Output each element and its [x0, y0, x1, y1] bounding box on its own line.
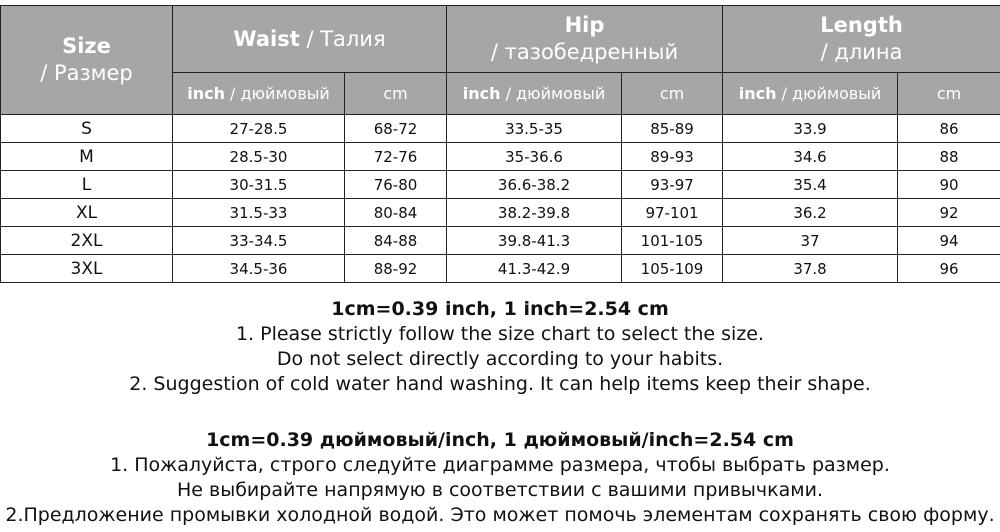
length-inch-cell: 35.4: [723, 171, 898, 199]
inch-label: inch: [187, 84, 225, 103]
hip-cm-cell: 97-101: [622, 199, 723, 227]
inch-label: inch: [738, 84, 777, 103]
length-header-en: Length: [820, 13, 903, 37]
waist-cm-cell: 80-84: [345, 199, 447, 227]
table-row: [1, 171, 1000, 199]
hip-inch-cell: 33.5-35: [447, 115, 622, 143]
hip-inch-cell: 41.3-42.9: [447, 255, 622, 283]
length-inch-cell: 37: [723, 227, 898, 255]
size-cell: M: [1, 143, 173, 171]
length-inch-cell: 33.9: [723, 115, 898, 143]
conversion-note-en: 1cm=0.39 inch, 1 inch=2.54 cm: [331, 298, 669, 320]
note-en-line-1: 1. Please strictly follow the size chart to select the size.: [235, 323, 765, 345]
hip-inch-cell: 39.8-41.3: [447, 227, 622, 255]
note-en-line-2: Do not select directly according to your habits.: [276, 348, 724, 370]
conversion-note-ru: 1cm=0.39 дюймовый/inch, 1 дюймовый/inch=2.54 cm: [206, 429, 794, 451]
size-header-ru: / Размер: [40, 61, 133, 85]
length-header-ru: / длина: [820, 40, 903, 64]
waist-inch-cell: 31.5-33: [173, 199, 345, 227]
waist-cm-cell: 72-76: [345, 143, 447, 171]
hip-cm-cell: 101-105: [622, 227, 723, 255]
waist-header: [173, 6, 447, 73]
waist-cm-subheader: cm: [345, 73, 447, 115]
hip-inch-cell: 38.2-39.8: [447, 199, 622, 227]
hip-cm-cell: 105-109: [622, 255, 723, 283]
header-row: [1, 6, 1000, 73]
length-header: [723, 6, 1000, 73]
waist-cm-cell: 88-92: [345, 255, 447, 283]
size-cell: 2XL: [1, 227, 173, 255]
note-ru-line-3: 2.Предложение промывки холодной водой. Это может помочь элементам сохранять свою форму.: [5, 504, 995, 526]
size-header-en: Size: [62, 34, 111, 58]
table-row: [1, 199, 1000, 227]
size-notes: [0, 297, 1000, 528]
note-en-line-3: 2. Suggestion of cold water hand washing. It can help items keep their shape.: [129, 373, 871, 395]
note-ru-line-1: 1. Пожалуйста, строго следуйте диаграмме размера, чтобы выбрать размер.: [110, 454, 890, 476]
waist-cm-cell: 68-72: [345, 115, 447, 143]
length-cm-cell: 96: [898, 255, 1000, 283]
size-cell: XL: [1, 199, 173, 227]
size-cell: L: [1, 171, 173, 199]
hip-inch-cell: 36.6-38.2: [447, 171, 622, 199]
length-inch-cell: 34.6: [723, 143, 898, 171]
table-row: [1, 227, 1000, 255]
waist-inch-cell: 28.5-30: [173, 143, 345, 171]
hip-cm-cell: 93-97: [622, 171, 723, 199]
hip-cm-cell: 89-93: [622, 143, 723, 171]
waist-header-ru: / Талия: [306, 26, 386, 51]
size-chart-table: [0, 5, 1000, 283]
length-cm-cell: 86: [898, 115, 1000, 143]
hip-inch-cell: 35-36.6: [447, 143, 622, 171]
notes-spacer: [0, 397, 1000, 428]
inch-label-ru: / дюймовый: [505, 84, 606, 103]
waist-header-en: Waist: [233, 26, 300, 51]
inch-label: inch: [462, 84, 501, 103]
hip-header: [447, 6, 723, 73]
waist-inch-cell: 27-28.5: [173, 115, 345, 143]
length-cm-cell: 90: [898, 171, 1000, 199]
waist-inch-subheader: [173, 73, 345, 115]
table-row: [1, 255, 1000, 283]
size-cell: 3XL: [1, 255, 173, 283]
waist-inch-cell: 33-34.5: [173, 227, 345, 255]
size-header: [1, 6, 173, 115]
size-cell: S: [1, 115, 173, 143]
length-cm-subheader: cm: [898, 73, 1000, 115]
waist-cm-cell: 84-88: [345, 227, 447, 255]
waist-inch-cell: 30-31.5: [173, 171, 345, 199]
length-inch-cell: 36.2: [723, 199, 898, 227]
hip-cm-cell: 85-89: [622, 115, 723, 143]
length-inch-cell: 37.8: [723, 255, 898, 283]
hip-cm-subheader: cm: [622, 73, 723, 115]
length-cm-cell: 92: [898, 199, 1000, 227]
note-ru-line-2: Не выбирайте напрямую в соответствии с вашими привычками.: [177, 479, 823, 501]
inch-label-ru: / дюймовый: [230, 84, 330, 103]
inch-label-ru: / дюймовый: [781, 84, 882, 103]
length-inch-subheader: [723, 73, 898, 115]
hip-header-ru: / тазобедренный: [490, 40, 679, 64]
waist-cm-cell: 76-80: [345, 171, 447, 199]
table-row: [1, 115, 1000, 143]
length-cm-cell: 94: [898, 227, 1000, 255]
length-cm-cell: 88: [898, 143, 1000, 171]
hip-header-en: Hip: [564, 13, 605, 37]
waist-inch-cell: 34.5-36: [173, 255, 345, 283]
table-row: [1, 143, 1000, 171]
hip-inch-subheader: [447, 73, 622, 115]
